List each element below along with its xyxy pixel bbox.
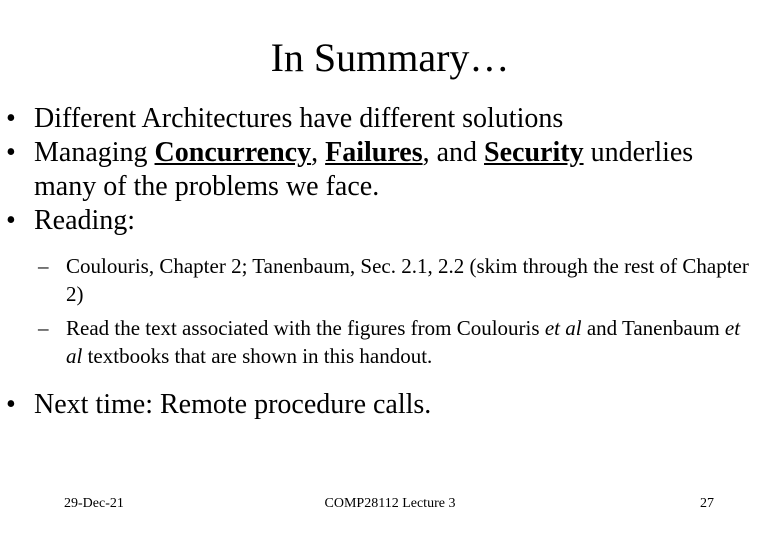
text-fragment: and Tanenbaum [581, 316, 725, 340]
bullet-dot: • [6, 389, 16, 420]
bullet-item [0, 136, 780, 204]
sub-bullet-text: Coulouris, Chapter 2; Tanenbaum, Sec. 2.1, 2.2 (skim through the rest of Chapter 2) [66, 254, 749, 306]
footer-page-number: 27 [700, 496, 714, 511]
bullet-item [0, 388, 780, 422]
bullet-dot: • [6, 205, 16, 236]
bullet-text: Next time: Remote procedure calls. [34, 389, 432, 420]
text-fragment: , [311, 137, 326, 168]
keyword-concurrency: Concurrency [154, 137, 312, 168]
keyword-security: Security [484, 137, 584, 168]
keyword-failures: Failures [325, 137, 423, 168]
bullet-dot: • [6, 103, 16, 134]
bullet-item [0, 204, 780, 238]
sub-bullet-dash: – [38, 254, 49, 278]
bullet-item [0, 102, 780, 136]
bullet-list [0, 102, 780, 422]
text-fragment: , and [422, 137, 485, 168]
bullet-text: Reading: [34, 205, 136, 236]
text-fragment: Managing [34, 137, 155, 168]
sub-bullet-text [66, 316, 740, 368]
text-fragment: underlies many of the problems we face. [34, 137, 694, 202]
footer-course: COMP28112 Lecture 3 [324, 496, 456, 511]
slide-title: In Summary… [270, 35, 510, 80]
footer-date: 29-Dec-21 [64, 496, 124, 511]
bullet-text [34, 137, 693, 202]
sub-bullet-item [0, 252, 780, 308]
text-fragment: textbooks that are shown in this handout. [82, 344, 433, 368]
sub-bullet-item [0, 314, 780, 370]
sub-bullet-dash: – [38, 316, 49, 340]
emphasis: et al [66, 316, 741, 368]
emphasis: et al [544, 316, 582, 340]
text-fragment: Read the text associated with the figures from Coulouris [66, 316, 545, 340]
bullet-dot: • [6, 137, 16, 168]
bullet-text: Different Architectures have different solutions [34, 103, 564, 134]
